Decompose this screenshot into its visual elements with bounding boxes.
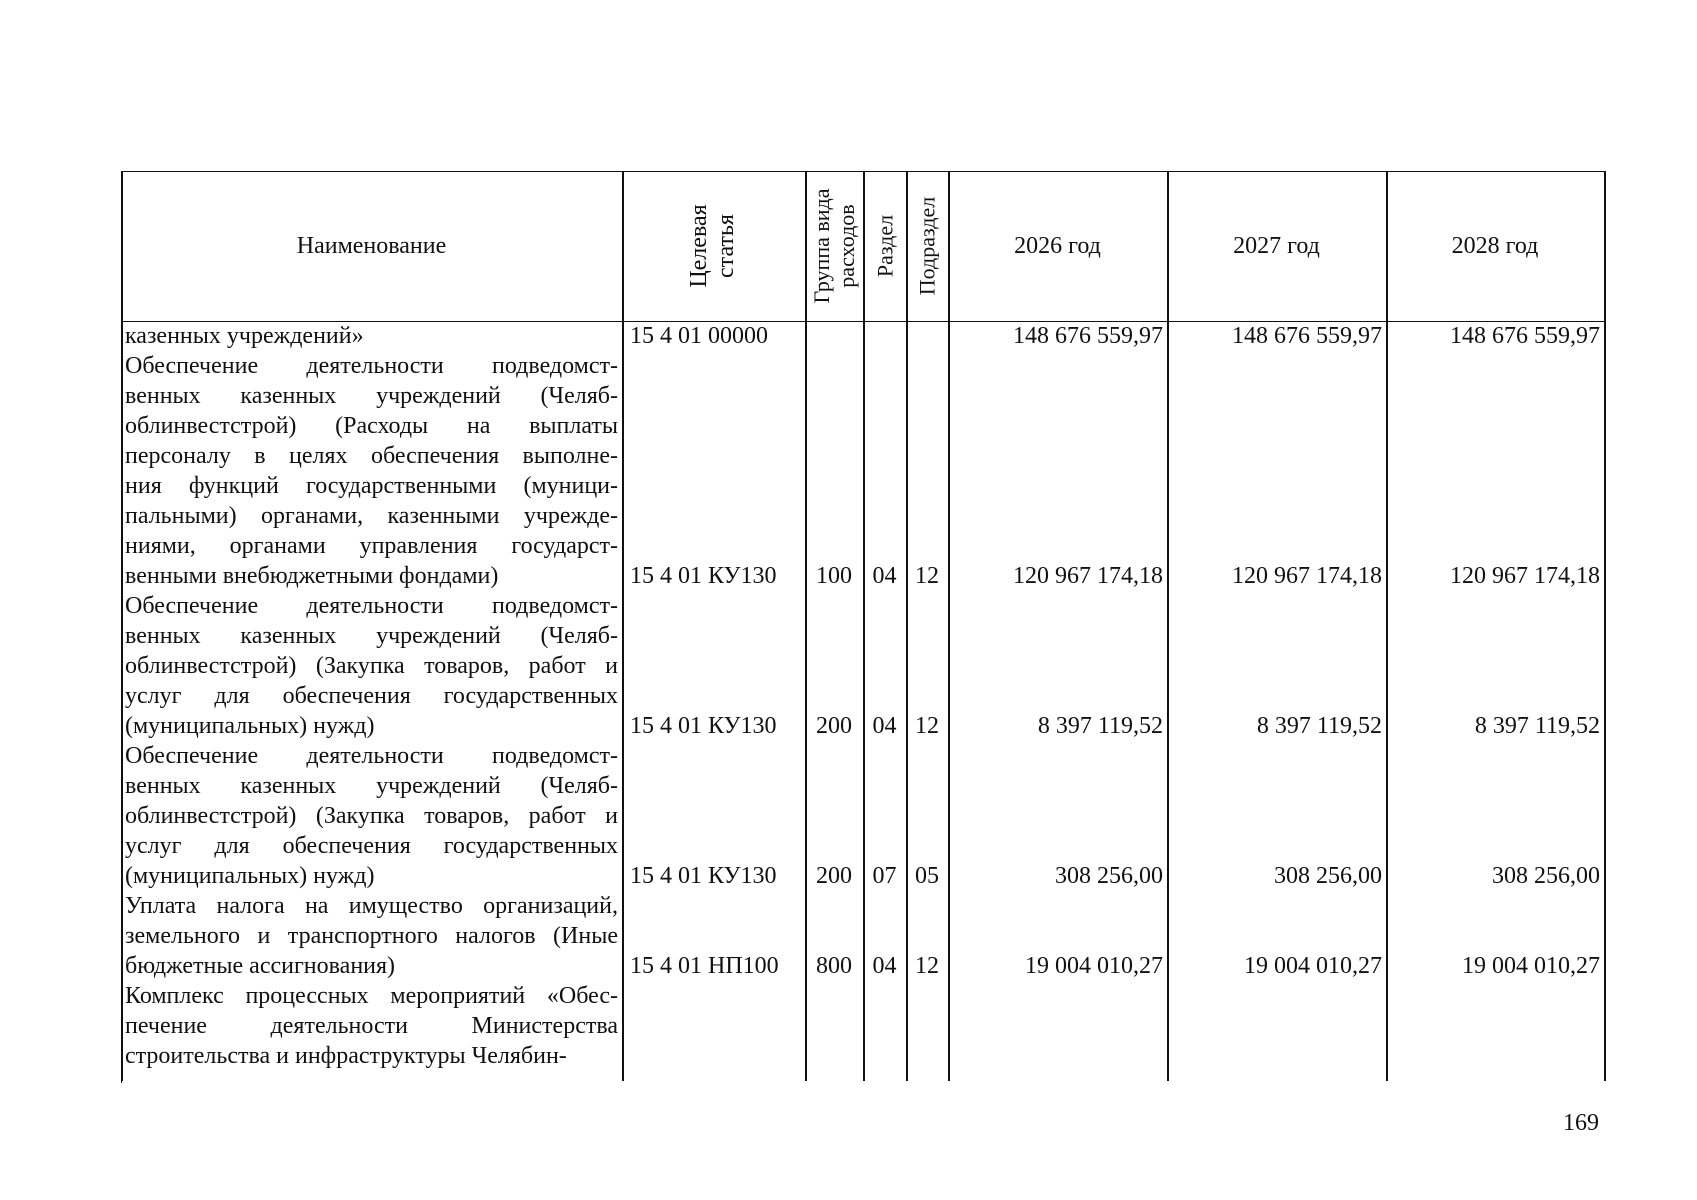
row-subsection-cell: 05 <box>915 863 939 889</box>
header-target: Целевая статья <box>686 204 739 288</box>
table-bottom-rule <box>121 1081 122 1083</box>
row-y2027-cell: 120 967 174,18 <box>1232 563 1382 589</box>
row-name-line: венных казенных учреждений (Челяб- <box>125 773 618 799</box>
row-y2028-cell: 308 256,00 <box>1492 863 1600 889</box>
row-name-line: облинвестстрой) (Закупка товаров, работ и <box>125 803 618 829</box>
row-name-line: Уплата налога на имущество организаций, <box>125 893 618 919</box>
column-divider <box>805 171 807 1081</box>
row-name-line: венных казенных учреждений (Челяб- <box>125 383 618 409</box>
row-subsection-cell: 12 <box>915 713 939 739</box>
row-y2027-cell: 308 256,00 <box>1274 863 1382 889</box>
row-target-cell: 15 4 01 КУ130 <box>630 863 777 889</box>
header-2026: 2026 год <box>1014 233 1101 259</box>
row-y2026-cell: 19 004 010,27 <box>1025 953 1163 979</box>
row-name-line: Обеспечение деятельности подведомст- <box>125 353 618 379</box>
row-y2028-cell: 8 397 119,52 <box>1474 713 1600 739</box>
row-group-cell: 200 <box>816 863 852 889</box>
row-name-line: Обеспечение деятельности подведомст- <box>125 743 618 769</box>
row-y2028-cell: 148 676 559,97 <box>1450 323 1600 349</box>
header-subsection: Подраздел <box>914 196 940 296</box>
row-y2027-cell: 19 004 010,27 <box>1244 953 1382 979</box>
header-section: Раздел <box>872 214 898 278</box>
row-name-line: венных казенных учреждений (Челяб- <box>125 623 618 649</box>
row-y2027-cell: 8 397 119,52 <box>1256 713 1382 739</box>
row-y2026-cell: 8 397 119,52 <box>1037 713 1163 739</box>
row-name-line: персоналу в целях обеспечения выполне- <box>125 443 618 469</box>
row-target-cell: 15 4 01 КУ130 <box>630 713 777 739</box>
row-y2026-cell: 148 676 559,97 <box>1013 323 1163 349</box>
row-name-line: ния функций государственными (муници- <box>125 473 618 499</box>
row-group-cell: 800 <box>816 953 852 979</box>
column-divider <box>906 171 908 1081</box>
row-name-line: ниями, органами управления государст- <box>125 533 618 559</box>
header-2027: 2027 год <box>1233 233 1320 259</box>
row-name-line: Обеспечение деятельности подведомст- <box>125 593 618 619</box>
column-divider <box>622 171 624 1081</box>
column-divider <box>1604 171 1606 1081</box>
row-name-line: (муниципальных) нужд) <box>125 863 375 889</box>
row-section-cell: 04 <box>872 713 897 739</box>
row-section-cell: 04 <box>872 953 897 979</box>
page-number: 169 <box>1563 1110 1599 1136</box>
row-name-line: пальными) органами, казенными учрежде- <box>125 503 618 529</box>
column-divider <box>863 171 865 1081</box>
row-name-line: земельного и транспортного налогов (Иные <box>125 923 618 949</box>
row-name-line: венными внебюджетными фондами) <box>125 563 499 589</box>
row-y2027-cell: 148 676 559,97 <box>1232 323 1382 349</box>
row-section-cell: 07 <box>872 863 897 889</box>
row-name-line: печение деятельности Министерства <box>125 1013 618 1039</box>
row-target-cell: 15 4 01 00000 <box>630 323 768 349</box>
row-y2026-cell: 308 256,00 <box>1055 863 1163 889</box>
row-group-cell: 200 <box>816 713 852 739</box>
row-name-line: услуг для обеспечения государственных <box>125 833 618 859</box>
row-name-line: облинвестстрой) (Закупка товаров, работ и <box>125 653 618 679</box>
row-target-cell: 15 4 01 НП100 <box>630 953 779 979</box>
row-name-line: облинвестстрой) (Расходы на выплаты <box>125 413 618 439</box>
row-subsection-cell: 12 <box>915 563 939 589</box>
header-name: Наименование <box>296 233 447 259</box>
header-group: Группа вида расходов <box>809 188 859 304</box>
row-y2028-cell: 19 004 010,27 <box>1462 953 1600 979</box>
row-name-line: строительства и инфраструктуры Челябин- <box>125 1043 567 1069</box>
row-section-cell: 04 <box>872 563 897 589</box>
row-name-line: Комплекс процессных мероприятий «Обес- <box>125 983 618 1009</box>
row-target-cell: 15 4 01 КУ130 <box>630 563 777 589</box>
row-subsection-cell: 12 <box>915 953 939 979</box>
row-group-cell: 100 <box>816 563 852 589</box>
row-y2028-cell: 120 967 174,18 <box>1450 563 1600 589</box>
row-name-line: казенных учреждений» <box>125 323 364 349</box>
row-name-line: (муниципальных) нужд) <box>125 713 375 739</box>
row-name-line: бюджетные ассигнования) <box>125 953 396 979</box>
row-name-line: услуг для обеспечения государственных <box>125 683 618 709</box>
header-2028: 2028 год <box>1451 233 1539 259</box>
row-y2026-cell: 120 967 174,18 <box>1013 563 1163 589</box>
